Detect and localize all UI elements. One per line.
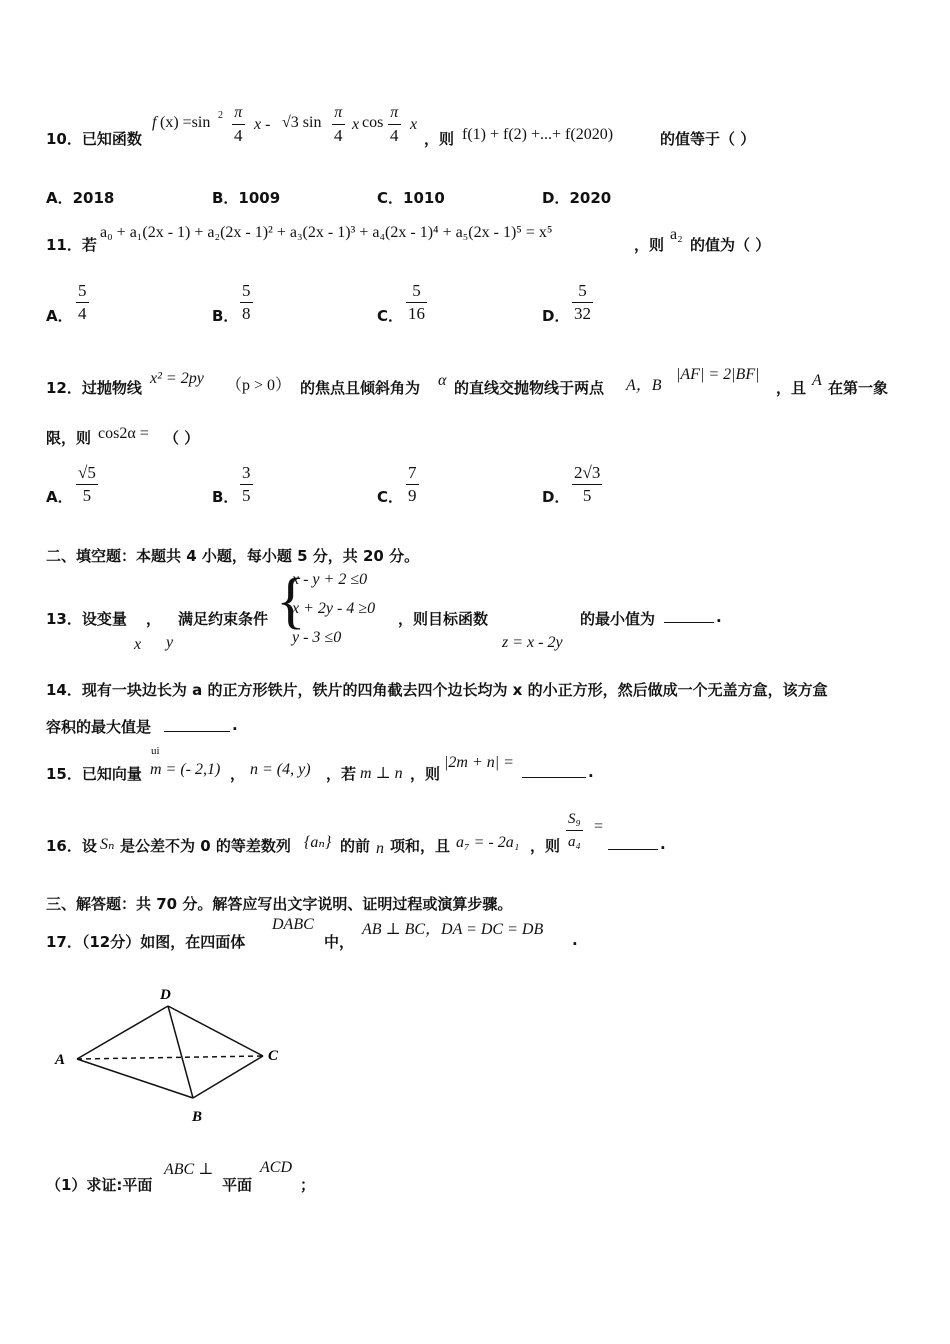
q16-fraction: $\frac{\text{S₉}}{\text{a₄}}$: [566, 808, 583, 853]
q17-tetrahedron: DABC: [272, 916, 314, 933]
q15-mid2: ，则: [410, 765, 441, 783]
section3-heading: 三、解答题：共 70 分。解答应写出文字说明、证明过程或演算步骤。: [46, 895, 513, 913]
q17-part1-start: （1）求证:平面: [46, 1176, 153, 1194]
q16-answer-blank[interactable]: [608, 849, 658, 850]
q15-vector-m: m = (- 2,1): [150, 761, 221, 778]
q17-end: .: [572, 931, 578, 949]
q12-option-c-label: C．: [377, 488, 404, 506]
section2-heading: 二、填空题：本题共 4 小题，每小题 5 分，共 20 分。: [46, 547, 420, 565]
q13-sep: ，: [146, 610, 162, 628]
q13-constraint-1: x - y + 2 ≤0: [292, 571, 368, 588]
q16-sn: Sₙ: [100, 836, 115, 853]
label-b: B: [192, 1109, 203, 1125]
q11-option-c-label: C．: [377, 307, 404, 325]
q14-end: .: [232, 716, 238, 734]
q12-mid4: 在第一象: [828, 379, 889, 397]
q15-end: .: [588, 763, 594, 781]
q14-answer-blank[interactable]: [164, 731, 230, 732]
q13-end: .: [716, 608, 722, 626]
edge-bc: [193, 1056, 263, 1098]
q12-condition: （p > 0）: [226, 377, 292, 394]
q12-ask: cos2α =: [98, 425, 149, 442]
q13-mid3: 的最小值为: [580, 610, 656, 628]
q12-relation: |AF| = 2|BF|: [676, 366, 760, 383]
q12-option-a-frac: $\frac{√5}{5}$: [78, 463, 96, 505]
q12-point-a: A: [812, 372, 822, 389]
q16-eq: =: [594, 818, 604, 835]
q10-option-b: B．1009: [212, 189, 281, 207]
q15-number: 15．已知向量: [46, 765, 142, 783]
label-a: A: [55, 1052, 66, 1068]
q11-option-b-frac: $\frac{5}{8}$: [242, 281, 251, 323]
q12-curve: x² = 2py: [150, 370, 204, 387]
q11-tail1: ，则: [634, 236, 665, 254]
q17-part1-end: ；: [300, 1176, 316, 1194]
q10-tail2: 的值等于（ ）: [660, 130, 756, 148]
q13-answer-blank[interactable]: [664, 622, 714, 623]
q14-line1: 14．现有一块边长为 a 的正方形铁片，铁片的四角截去四个边长均为 x 的小正方形，然后做成一个无盖方盒，该方盒: [46, 681, 828, 699]
q11-option-d-label: D．: [542, 307, 570, 325]
label-d: D: [160, 987, 171, 1003]
q11-option-c-frac: $\frac{5}{16}$: [408, 281, 425, 323]
q12-option-b-label: B．: [212, 488, 239, 506]
q11-option-a-frac: $\frac{5}{4}$: [78, 281, 87, 323]
q10-function: f (x) =sin 2 $\frac{\pi}{4}$ x - √3 sin $\frac{\pi}{4}$ x cos $\frac{\pi}{4}$ x: [152, 104, 418, 145]
q12-option-b-frac: $\frac{3}{5}$: [242, 463, 251, 505]
q16-mid2: 的前: [340, 837, 371, 855]
edge-ac-hidden: [77, 1056, 263, 1059]
q13-constraint-2: x + 2y - 4 ≥0: [292, 600, 376, 617]
q10-sum: f(1) + f(2) +...+ f(2020): [462, 126, 614, 143]
q13-objective: z = x - 2y: [502, 634, 563, 651]
q16-mid4: ，则: [530, 837, 561, 855]
q12-line2-start: 限，则: [46, 429, 92, 447]
q15-vector-arrow: ui: [151, 745, 160, 757]
edge-db: [168, 1006, 193, 1098]
q12-mid: 的焦点且倾斜角为: [300, 379, 421, 397]
q12-mid2: 的直线交抛物线于两点: [454, 379, 605, 397]
tetrahedron-figure: [50, 980, 290, 1130]
q10-tail1: ，则: [424, 130, 455, 148]
q13-number: 13．设变量: [46, 610, 127, 628]
q16-an: {aₙ}: [304, 834, 332, 851]
q10-option-a: A．2018: [46, 189, 115, 207]
q13-mid2: ，则目标函数: [398, 610, 489, 628]
q17-number: 17．（12分）如图，在四面体: [46, 933, 246, 951]
q12-option-d-label: D．: [542, 488, 570, 506]
edge-ab: [77, 1059, 193, 1098]
q11-tail2: 的值为（ ）: [690, 236, 771, 254]
q12-mid3: ，且: [776, 379, 807, 397]
q12-number: 12．过抛物线: [46, 379, 142, 397]
q16-mid: 是公差不为 0 的等差数列: [120, 837, 291, 855]
q11-var: a₂: [670, 226, 683, 243]
q15-vector-n: n = (4, y): [250, 761, 311, 778]
q14-line2: 容积的最大值是: [46, 718, 152, 736]
q10-number: 10．已知函数: [46, 130, 142, 148]
q10-option-d: D．2020: [542, 189, 612, 207]
q12-option-d-frac: $\frac{2√3}{5}$: [574, 463, 601, 505]
q10-option-c: C．1010: [377, 189, 445, 207]
q11-option-a-label: A．: [46, 307, 73, 325]
q16-mid3: 项和，且: [390, 837, 451, 855]
q12-points: A，B: [626, 377, 662, 394]
q17-mid: 中，: [324, 933, 355, 951]
q15-answer-blank[interactable]: [522, 777, 586, 778]
q13-var-y: y: [166, 634, 174, 651]
q12-option-c-frac: $\frac{7}{9}$: [408, 463, 417, 505]
q11-option-b-label: B．: [212, 307, 239, 325]
q13-brace: {: [276, 567, 306, 635]
q15-abs: |2m + n| =: [444, 754, 514, 771]
q13-constraint-3: y - 3 ≤0: [292, 629, 342, 646]
q11-number: 11．若: [46, 236, 97, 254]
q11-expression: a₀ + a₁(2x - 1) + a₂(2x - 1)² + a₃(2x - 1)³ + a₄(2x - 1)⁴ + a₅(2x - 1)⁵ = x⁵: [100, 224, 553, 241]
q12-line2-end: （ ）: [164, 429, 200, 447]
q17-condition: AB ⊥ BC，DA = DC = DB: [362, 921, 544, 938]
q13-var-x: x: [134, 636, 142, 653]
q16-condition: a₇ = - 2a₁: [456, 834, 520, 851]
q12-alpha: α: [438, 372, 447, 389]
q15-sep: ，: [230, 765, 246, 783]
q11-option-d-frac: $\frac{5}{32}$: [574, 281, 591, 323]
q15-mid: ，若: [326, 765, 357, 783]
edge-dc: [168, 1006, 263, 1056]
q17-plane1: ABC ⊥: [164, 1161, 214, 1178]
q17-part1-mid: 平面: [222, 1176, 253, 1194]
q15-perp: m ⊥ n: [360, 765, 403, 782]
edge-ad: [77, 1006, 168, 1059]
q12-option-a-label: A．: [46, 488, 73, 506]
q16-number: 16．设: [46, 837, 97, 855]
q16-end: .: [660, 835, 666, 853]
q17-plane2: ACD: [260, 1159, 292, 1176]
q13-mid: 满足约束条件: [178, 610, 269, 628]
label-c: C: [268, 1048, 279, 1064]
q16-n: n: [376, 840, 384, 857]
